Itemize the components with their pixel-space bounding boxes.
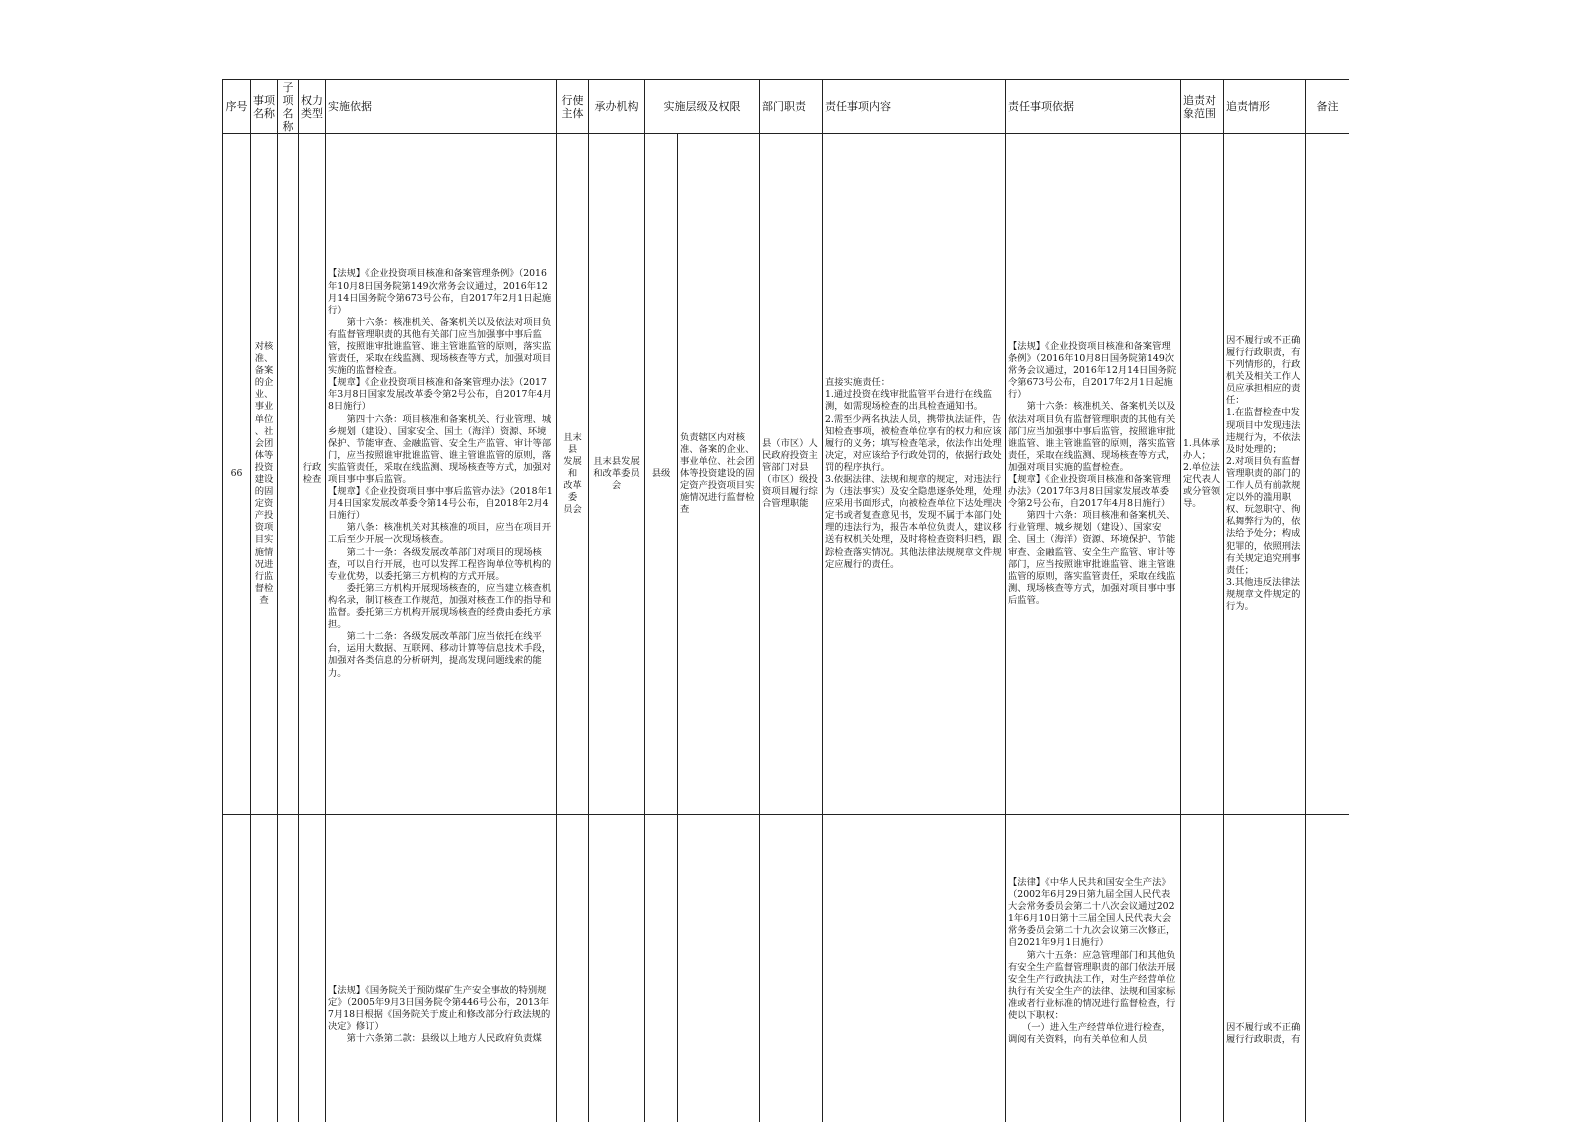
remark-cell (1306, 134, 1350, 815)
power-type-cell (299, 815, 326, 1122)
content-cell (823, 815, 1006, 1122)
duty-cell: 县（市区）人民政府投资主管部门对县（市区）级投资项目履行综合管理职能 (760, 134, 823, 815)
sub-item-cell (278, 134, 299, 815)
responsibility-table (222, 79, 1349, 1122)
header-agency: 承办机构 (589, 80, 645, 134)
item-name-cell: 对核 准、 备案 的企 业、 事业 单位 、社 会团 体等 投资 建设 的固 定资 产投 资项 目实 施情 况进 行监 督检 查 (251, 134, 278, 815)
table-header-row (223, 80, 1350, 134)
row-number: 66 (223, 134, 251, 815)
subject-cell: 且末县 发展和 改革委 员会 (557, 134, 589, 815)
header-sub-item: 子 项 名 称 (278, 80, 299, 134)
header-item-name: 事项 名称 (251, 80, 278, 134)
scope-cell: 1.具体承办人； 2.单位法定代表人或分管领导。 (1181, 134, 1224, 815)
header-situation: 追责情形 (1224, 80, 1306, 134)
level-detail-cell: 负责辖区内对核准、备案的企业、事业单位、社会团体等投资建设的固定资产投资项目实施情况进行监督检查 (678, 134, 760, 815)
resp-basis-text: 【法律】《中华人民共和国安全生产法》（2002年6月29日第九届全国人民代表大会常务委员会第二十八次会议通过2021年6月10日第十三届全国人民代表大会常务委员会第二十九次会议第三次修正，自2021年9月1日施行） 第六十五条：应急管理部门和其他负有安全生产监督管理职责的部门依法开展安全生产行政执法工作，对生产经营单位执行有关安全生产的法律、法规和国家标准或者行业标准的情况进行监督检查，行使以下职权： （一）进入生产经营单位进行检查，调阅有关资料，向有关单位和人员 (1008, 877, 1176, 1046)
resp-basis-cell: 【法规】《企业投资项目核准和备案管理条例》（2016年10月8日国务院第149次常务会议通过，2016年12月14日国务院令第673号公布，自2017年2月1日起施行） 第十六条：核准机关、备案机关以及依法对项目负有监督管理职责的其他有关部门应当加强事中事后监管，按照谁审批谁监管、谁主管谁监管的原则，落实监管责任，采取在线监测、现场核查等方式，加强对项目实施的监督检查。 【规章】《企业投资项目核准和备案管理办法》（2017年3月8日国家发展改革委令第2号公布，自2017年4月8日施行） 第四十六条：项目核准和备案机关、行业管理、城乡规划（建设）、国家安全、国土（海洋）资源、环境保护、节能审查、金融监管、安全生产监管、审计等部门，应当按照谁审批谁监管、谁主管谁监管的原则，落实监管责任，采取在线监测、现场核查等方式，加强对项目事中事后监管。 (1006, 134, 1181, 815)
level-cell (645, 815, 678, 1122)
sub-item-cell (278, 815, 299, 1122)
situation-text: 因不履行或不正确履行行政职责，有 (1226, 1022, 1301, 1046)
table-row (223, 815, 1350, 1122)
header-remark: 备注 (1306, 80, 1350, 134)
level-cell: 县级 (645, 134, 678, 815)
header-basis: 实施依据 (326, 80, 557, 134)
level-detail-cell (678, 815, 760, 1122)
content-cell: 直接实施责任： 1.通过投资在线审批监管平台进行在线监测，如需现场检查的出具检查通知书。 2.需至少两名执法人员，携带执法证件，告知检查事项，被检查单位享有的权力和应该履行的义务；填写检查笔录，依法作出处理决定，对应该给予行政处罚的，依据行政处罚的程序执行。 3.依据法律、法规和规章的规定，对违法行为（违法事实）及安全隐患逐条处理，处理应采用书面形式，向被检查单位下达处理决定书或者复查意见书，发现不属于本部门处理的违法行为，报告本单位负责人，建议移送有权机关处理，及时将检查资料归档，跟踪检查落实情况。其他法律法规规章文件规定应履行的责任。 (823, 134, 1006, 815)
scope-cell (1181, 815, 1224, 1122)
table-row (223, 134, 1350, 815)
resp-basis-cell (1006, 815, 1181, 1122)
header-no: 序号 (223, 80, 251, 134)
situation-cell (1224, 815, 1306, 1122)
header-content: 责任事项内容 (823, 80, 1006, 134)
item-name-cell (251, 815, 278, 1122)
situation-cell: 因不履行或不正确履行行政职责，有下列情形的，行政机关及相关工作人员应承担相应的责任： 1.在监督检查中发现项目中发现违法违规行为，不依法及时处理的； 2.对项目负有监督管理职责的部门的工作人员有前款规定以外的滥用职权、玩忽职守、徇私舞弊行为的，依法给予处分；构成犯罪的，依照刑法有关规定追究刑事责任； 3.其他违反法律法规规章文件规定的行为。 (1224, 134, 1306, 815)
responsibility-table-sheet (222, 79, 1349, 1122)
header-level: 实施层级及权限 (645, 80, 760, 134)
power-type-cell: 行政 检查 (299, 134, 326, 815)
row-number (223, 815, 251, 1122)
agency-cell: 且末县发展和改革委员会 (589, 134, 645, 815)
duty-cell (760, 815, 823, 1122)
header-scope: 追责对 象范围 (1181, 80, 1224, 134)
basis-cell: 【法规】《企业投资项目核准和备案管理条例》（2016年10月8日国务院第149次常务会议通过，2016年12月14日国务院令第673号公布，自2017年2月1日起施行） 第十六条：核准机关、备案机关以及依法对项目负有监督管理职责的其他有关部门应当加强事中事后监管，按照谁审批谁监管、谁主管谁监管的原则，落实监管责任，采取在线监测、现场核查等方式，加强对项目实施的监督检查。 【规章】《企业投资项目核准和备案管理办法》（2017年3月8日国家发展改革委令第2号公布，自2017年4月8日施行） 第四十六条：项目核准和备案机关、行业管理、城乡规划（建设）、国家安全、国土（海洋）资源、环境保护、节能审查、金融监管、安全生产监管、审计等部门，应当按照谁审批谁监管、谁主管谁监管的原则，落实监管责任，采取在线监测、现场核查等方式，加强对项目事中事后监管。 【规章】《企业投资项目事中事后监管办法》（2018年1月4日国家发展改革委令第14号公布，自2018年2月4日施行） 第八条：核准机关对其核准的项目，应当在项目开工后至少开展一次现场核查。 第二十一条：各级发展改革部门对项目的现场核查，可以自行开展，也可以发挥工程咨询单位等机构的专业优势，以委托第三方机构的方式开展。 委托第三方机构开展现场核查的，应当建立核查机构名录，制订核查工作规范，加强对核查工作的指导和监督。委托第三方机构开展现场核查的经费由委托方承担。 第二十二条：各级发展改革部门应当依托在线平台，运用大数据、互联网、移动计算等信息技术手段，加强对各类信息的分析研判，提高发现问题线索的能力。 (326, 134, 557, 815)
subject-cell (557, 815, 589, 1122)
header-duty: 部门职责 (760, 80, 823, 134)
basis-cell (326, 815, 557, 1122)
header-subject: 行使 主体 (557, 80, 589, 134)
basis-text: 【法规】《国务院关于预防煤矿生产安全事故的特别规定》（2005年9月3日国务院令第446号公布，2013年7月18日根据《国务院关于废止和修改部分行政法规的决定》修订） 第十六条第二款：县级以上地方人民政府负责煤 (328, 985, 551, 1045)
header-power-type: 权力 类型 (299, 80, 326, 134)
header-resp-basis: 责任事项依据 (1006, 80, 1181, 134)
remark-cell (1306, 815, 1350, 1122)
agency-cell (589, 815, 645, 1122)
